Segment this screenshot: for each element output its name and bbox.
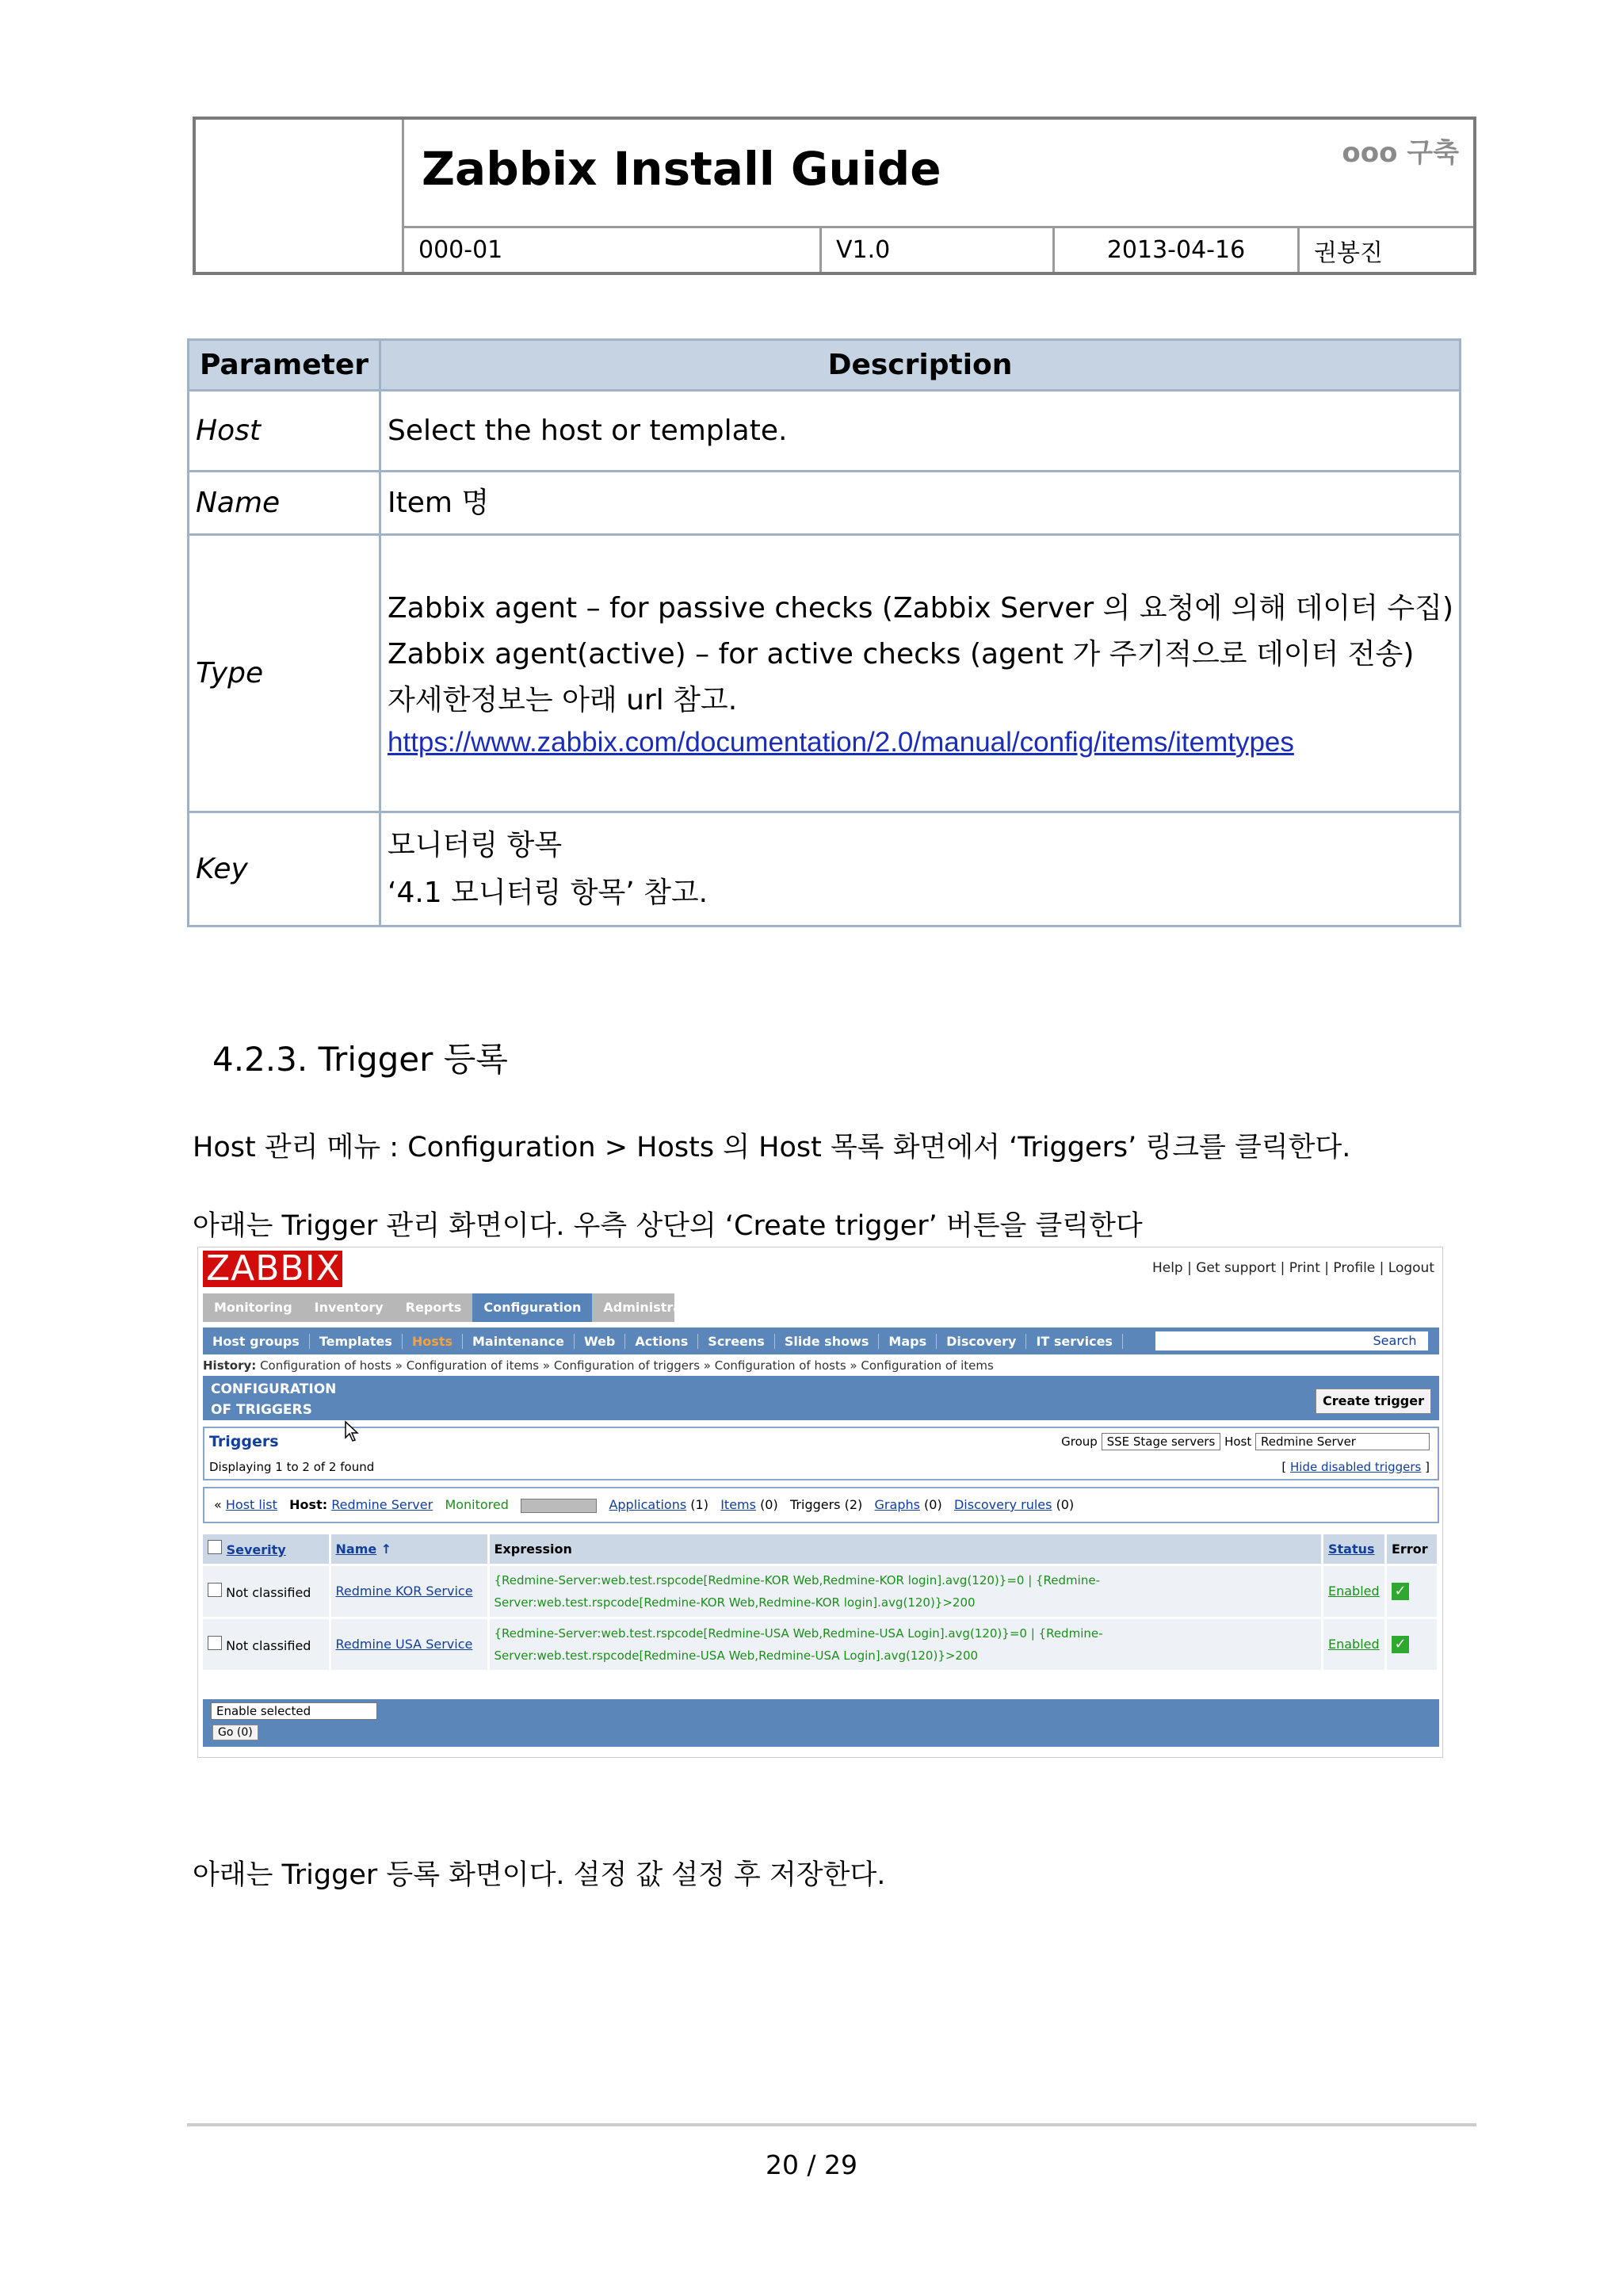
itemtypes-link[interactable]: https://www.zabbix.com/documentation/2.0/manual/config/items/itemtypes — [388, 726, 1294, 758]
history-links[interactable]: Configuration of hosts » Configuration of items » Configuration of triggers » Configuration of hosts » Configuration of items — [260, 1358, 994, 1373]
host-select[interactable]: Redmine Server — [1255, 1433, 1430, 1450]
subnav-it-services[interactable]: IT services — [1026, 1334, 1122, 1349]
table-header-row — [189, 340, 1461, 391]
group-label: Group — [1061, 1435, 1098, 1449]
desc-line: 모니터링 항목 — [388, 828, 563, 861]
tab-reports[interactable]: Reports — [405, 1300, 462, 1315]
subnav-actions[interactable]: Actions — [625, 1334, 698, 1349]
doc-meta-row — [404, 226, 1473, 272]
paragraph: 아래는 Trigger 등록 화면이다. 설정 값 설정 후 저장한다. — [193, 1859, 886, 1891]
applications-count: (1) — [690, 1497, 708, 1512]
section-heading: 4.2.3. Trigger 등록 — [212, 1040, 508, 1079]
hide-disabled-wrap: [ Hide disabled triggers ] — [1281, 1460, 1430, 1474]
table-row — [189, 391, 1461, 472]
tab-administration[interactable]: Administration — [603, 1300, 710, 1315]
severity: Not classified — [226, 1584, 311, 1600]
config-title-2: OF TRIGGERS — [211, 1402, 312, 1418]
search-input[interactable] — [1155, 1331, 1361, 1350]
discovery-rules-link[interactable]: Discovery rules — [953, 1497, 1052, 1512]
col-error: Error — [1386, 1534, 1438, 1564]
subnav-slide-shows[interactable]: Slide shows — [775, 1334, 880, 1349]
group-select[interactable]: SSE Stage servers — [1102, 1433, 1221, 1450]
config-title-bar — [203, 1376, 1439, 1420]
group-host-filter — [1061, 1433, 1430, 1450]
create-trigger-button[interactable]: Create trigger — [1316, 1389, 1431, 1414]
main-tabs — [203, 1293, 710, 1322]
row-checkbox[interactable] — [208, 1636, 222, 1650]
param-desc: Select the host or template. — [380, 391, 1461, 472]
graphs-link[interactable]: Graphs — [874, 1497, 920, 1512]
doc-author: 권봉진 — [1314, 239, 1383, 267]
trigger-name-link[interactable]: Redmine USA Service — [335, 1637, 473, 1652]
param-desc — [380, 535, 1461, 812]
status-link[interactable]: Enabled — [1328, 1584, 1380, 1599]
ok-check-icon: ✓ — [1392, 1636, 1409, 1653]
hide-disabled-link[interactable]: Hide disabled triggers — [1290, 1460, 1422, 1474]
col-parameter: Parameter — [189, 340, 380, 391]
applications-link[interactable]: Applications — [609, 1497, 687, 1512]
desc-line: Zabbix agent – for passive checks (Zabbix Server 의 요청에 의해 데이터 수집) — [388, 591, 1453, 625]
sort-arrow-icon: ↑ — [380, 1541, 392, 1557]
footer-actions — [203, 1699, 1439, 1747]
table-row — [203, 1564, 1438, 1618]
search-button[interactable]: Search — [1361, 1331, 1428, 1350]
section-label: ooo 구축 — [1342, 137, 1459, 169]
table-row — [189, 535, 1461, 812]
tab-configuration[interactable]: Configuration — [472, 1293, 592, 1322]
tab-monitoring[interactable]: Monitoring — [214, 1300, 292, 1315]
doc-date: 2013-04-16 — [1055, 228, 1300, 272]
logo-area — [196, 120, 404, 272]
host-bold: Host: — [289, 1497, 328, 1512]
expression-line: {Redmine-Server:web.test.rspcode[Redmine-KOR Web,Redmine-KOR login].avg(120)}=0 | {Redmine- — [494, 1572, 1100, 1587]
triggers-label: Triggers — [209, 1433, 279, 1450]
desc-line: ‘4.1 모니터링 항목’ 참고. — [388, 876, 708, 909]
graphs-count: (0) — [924, 1497, 942, 1512]
go-button[interactable]: Go (0) — [212, 1725, 258, 1740]
select-all-checkbox[interactable] — [208, 1540, 222, 1554]
table-row — [189, 472, 1461, 535]
footer-divider — [187, 2123, 1476, 2126]
items-count: (0) — [760, 1497, 778, 1512]
param-key: Type — [189, 535, 380, 812]
col-name[interactable]: Name — [335, 1541, 377, 1557]
param-desc — [380, 812, 1461, 926]
zabbix-logo: ZABBIX — [203, 1251, 342, 1287]
doc-header — [193, 117, 1476, 275]
items-link[interactable]: Items — [720, 1497, 756, 1512]
page-number: 20 / 29 — [765, 2149, 858, 2180]
param-key: Name — [189, 472, 380, 535]
param-key: Key — [189, 812, 380, 926]
host-label: Host — [1224, 1435, 1252, 1449]
sub-nav — [203, 1328, 1439, 1354]
subnav-host-groups[interactable]: Host groups — [203, 1334, 310, 1349]
host-list-link[interactable]: Host list — [225, 1497, 277, 1512]
displaying-count: Displaying 1 to 2 of 2 found — [209, 1460, 375, 1474]
host-name-link[interactable]: Redmine Server — [331, 1497, 433, 1512]
col-description: Description — [380, 340, 1461, 391]
subnav-templates[interactable]: Templates — [310, 1334, 403, 1349]
trigger-name-link[interactable]: Redmine KOR Service — [335, 1584, 473, 1599]
subnav-web[interactable]: Web — [575, 1334, 625, 1349]
availability-icons — [521, 1499, 597, 1513]
subnav-discovery[interactable]: Discovery — [937, 1334, 1026, 1349]
config-title-1: CONFIGURATION — [211, 1381, 337, 1397]
doc-title: Zabbix Install Guide — [422, 142, 941, 196]
col-expression: Expression — [488, 1534, 1323, 1564]
table-row — [203, 1618, 1438, 1670]
param-desc: Item 명 — [380, 472, 1461, 535]
subnav-screens[interactable]: Screens — [698, 1334, 775, 1349]
table-header-row — [203, 1534, 1438, 1564]
desc-line: 자세한정보는 아래 url 참고. — [388, 683, 738, 716]
host-info-row: « Host list Host: Redmine Server Monitored Applications (1) Items (0) Triggers (2) Graphs (0) Discovery rules (0) — [214, 1497, 1075, 1512]
col-severity[interactable]: Severity — [226, 1542, 286, 1558]
triggers-filter-box — [203, 1427, 1439, 1480]
discovery-count: (0) — [1056, 1497, 1075, 1512]
param-key: Host — [189, 391, 380, 472]
status-link[interactable]: Enabled — [1328, 1637, 1380, 1652]
zabbix-screenshot — [197, 1247, 1443, 1758]
parameter-table — [187, 338, 1461, 927]
tab-inventory[interactable]: Inventory — [314, 1300, 384, 1315]
severity: Not classified — [226, 1637, 311, 1653]
mouse-cursor-icon — [344, 1420, 361, 1444]
expression-line: {Redmine-Server:web.test.rspcode[Redmine-USA Web,Redmine-USA Login].avg(120)}=0 | {Redmine- — [494, 1626, 1103, 1641]
desc-line: Zabbix agent(active) – for active checks (agent 가 주기적으로 데이터 전송) — [388, 637, 1415, 670]
triggers-table — [203, 1534, 1439, 1670]
subnav-hosts[interactable]: Hosts — [403, 1334, 463, 1349]
paragraph: Host 관리 메뉴 : Configuration > Hosts 의 Host 목록 화면에서 ‘Triggers’ 링크를 클릭한다. — [193, 1132, 1351, 1163]
triggers-count: Triggers (2) — [790, 1497, 863, 1512]
doc-version: V1.0 — [822, 228, 1055, 272]
top-links[interactable]: Help | Get support | Print | Profile | Logout — [1151, 1260, 1434, 1276]
monitored-status: Monitored — [445, 1497, 509, 1512]
expression-line: Server:web.test.rspcode[Redmine-KOR Web,Redmine-KOR login].avg(120)}>200 — [494, 1595, 976, 1610]
col-status[interactable]: Status — [1328, 1541, 1375, 1557]
subnav-maps[interactable]: Maps — [879, 1334, 937, 1349]
action-select[interactable]: Enable selected — [211, 1702, 377, 1720]
subnav-maintenance[interactable]: Maintenance — [463, 1334, 575, 1349]
host-info-bar — [203, 1487, 1439, 1523]
history-label: History: — [203, 1358, 257, 1373]
ok-check-icon: ✓ — [1392, 1583, 1409, 1600]
history-breadcrumb — [203, 1358, 994, 1373]
doc-number: 000-01 — [404, 228, 822, 272]
expression-line: Server:web.test.rspcode[Redmine-USA Web,Redmine-USA Login].avg(120)}>200 — [494, 1648, 979, 1663]
table-row — [189, 812, 1461, 926]
paragraph: 아래는 Trigger 관리 화면이다. 우측 상단의 ‘Create trigger’ 버튼을 클릭한다 — [193, 1210, 1143, 1242]
row-checkbox[interactable] — [208, 1583, 222, 1597]
